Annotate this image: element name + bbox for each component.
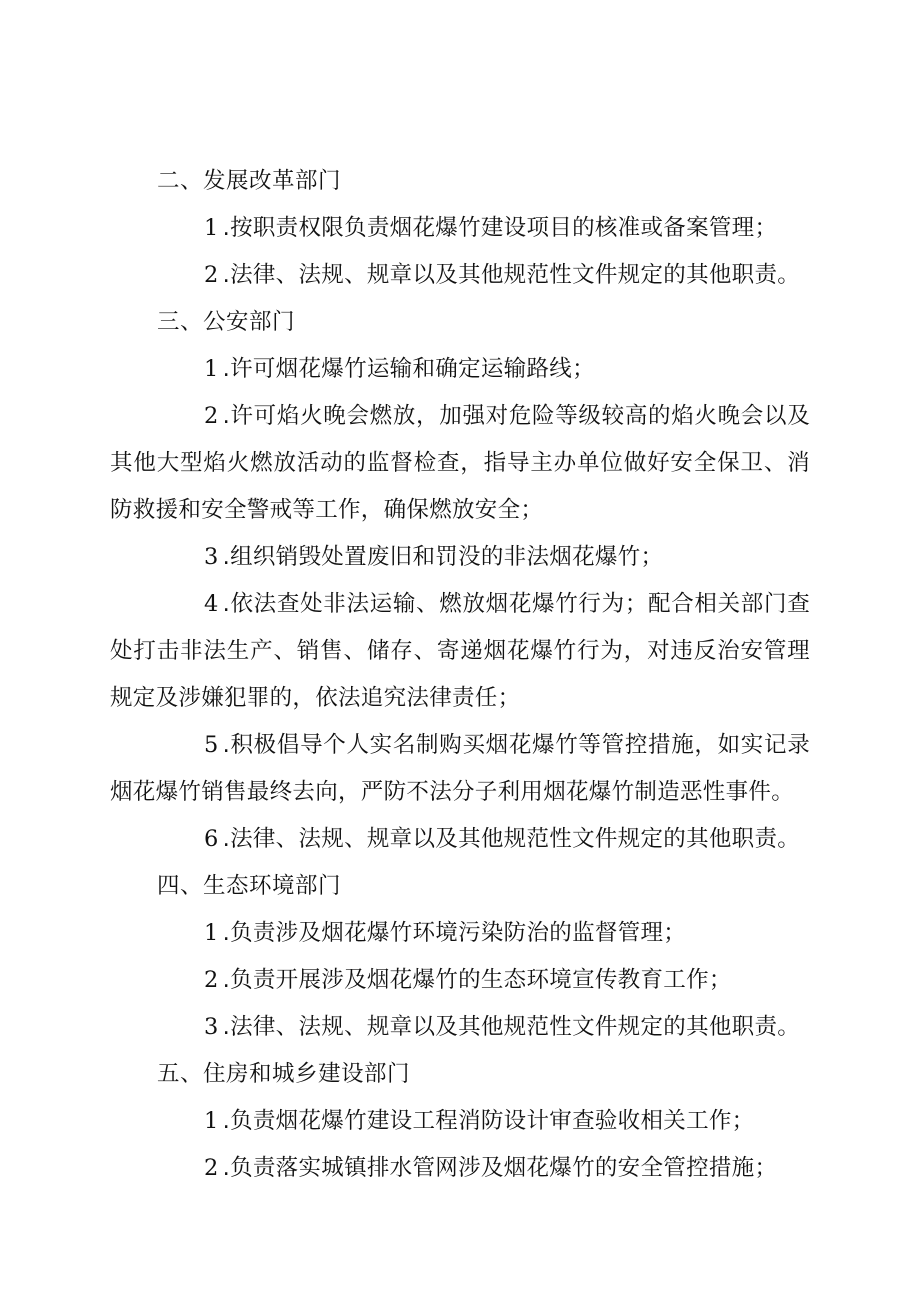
list-item bbox=[110, 534, 810, 581]
section-heading-ecology-environment: 四、生态环境部门 bbox=[157, 873, 342, 899]
item-text: .许可烟花爆竹运输和确定运输路线； bbox=[222, 356, 595, 382]
item-text: .负责落实城镇排水管网涉及烟花爆竹的安全管控措施； bbox=[222, 1155, 778, 1181]
item-text: .法律、法规、规章以及其他规范性文件规定的其他职责。 bbox=[222, 1014, 801, 1040]
item-number: 2 bbox=[204, 1155, 219, 1181]
list-item bbox=[110, 957, 810, 1004]
item-text: .负责开展涉及烟花爆竹的生态环境宣传教育工作； bbox=[222, 967, 732, 993]
list-item bbox=[110, 722, 810, 816]
item-number: 5 bbox=[204, 732, 219, 758]
item-text: .组织销毁处置废旧和罚没的非法烟花爆竹； bbox=[222, 544, 664, 570]
item-number: 2 bbox=[204, 262, 219, 288]
list-item bbox=[110, 205, 810, 252]
item-text: .依法查处非法运输、燃放烟花爆竹行为；配合相关部门查处打击非法生产、销售、储存、寄递烟花爆竹行为，对违反治安管理规定及涉嫌犯罪的，依法追究法律责任； bbox=[110, 591, 810, 711]
item-text: .积极倡导个人实名制购买烟花爆竹等管控措施，如实记录烟花爆竹销售最终去向，严防不法分子利用烟花爆竹制造恶性事件。 bbox=[110, 732, 810, 805]
item-number: 1 bbox=[204, 215, 219, 241]
item-number: 1 bbox=[204, 356, 219, 382]
section-heading-development-reform: 二、发展改革部门 bbox=[157, 168, 342, 194]
section-heading-housing-construction: 五、住房和城乡建设部门 bbox=[157, 1061, 411, 1087]
item-text: .许可焰火晚会燃放，加强对危险等级较高的焰火晚会以及其他大型焰火燃放活动的监督检查，指导主办单位做好安全保卫、消防救援和安全警戒等工作，确保燃放安全； bbox=[110, 403, 810, 523]
item-text: .负责烟花爆竹建设工程消防设计审查验收相关工作； bbox=[222, 1108, 755, 1134]
list-item bbox=[110, 346, 810, 393]
list-item bbox=[110, 581, 810, 722]
document-body bbox=[110, 158, 810, 1192]
list-item bbox=[110, 910, 810, 957]
item-text: .法律、法规、规章以及其他规范性文件规定的其他职责。 bbox=[222, 262, 801, 288]
item-number: 3 bbox=[204, 544, 219, 570]
list-item bbox=[110, 1004, 810, 1051]
item-number: 2 bbox=[204, 403, 219, 429]
list-item bbox=[110, 252, 810, 299]
section-heading-public-security: 三、公安部门 bbox=[157, 309, 296, 335]
item-number: 6 bbox=[204, 826, 219, 852]
list-item bbox=[110, 1098, 810, 1145]
list-item bbox=[110, 816, 810, 863]
item-text: .法律、法规、规章以及其他规范性文件规定的其他职责。 bbox=[222, 826, 801, 852]
list-item bbox=[110, 1145, 810, 1192]
item-number: 2 bbox=[204, 967, 219, 993]
list-item bbox=[110, 393, 810, 534]
item-number: 4 bbox=[204, 591, 219, 617]
item-number: 1 bbox=[204, 920, 219, 946]
item-number: 3 bbox=[204, 1014, 219, 1040]
item-text: .负责涉及烟花爆竹环境污染防治的监督管理； bbox=[222, 920, 687, 946]
item-text: .按职责权限负责烟花爆竹建设项目的核准或备案管理； bbox=[222, 215, 778, 241]
item-number: 1 bbox=[204, 1108, 219, 1134]
